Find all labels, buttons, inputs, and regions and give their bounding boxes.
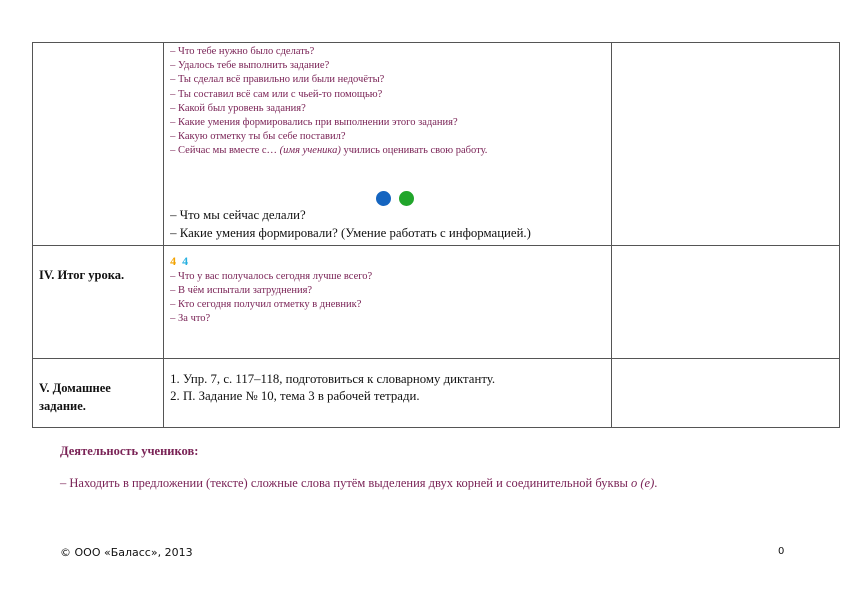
orange-number: 4 [170,253,177,268]
list-item: – Удалось тебе выполнить задание? [170,60,330,72]
activity-heading: Деятельность учеников: [60,444,199,458]
content-cell [164,43,612,246]
list-item: 2. П. Задание № 10, тема 3 в рабочей тетради. [170,388,420,403]
blue-circle-icon [376,191,391,206]
list-item: – Какие умения формировали? (Умение работать с информацией.) [170,225,531,240]
blue-number: 4 [182,253,189,268]
list-item: – Какой был уровень задания? [170,102,306,114]
stage-cell [33,245,164,358]
question-start: – Сейчас мы вместе с… [170,145,278,157]
list-item: – Ты сделал всё правильно или были недочёты? [170,74,385,86]
list-item: – Что мы сейчас делали? [170,207,306,222]
list-item: 1. Упр. 7, с. 117–118, подготовиться к словарному диктанту. [170,371,496,386]
list-item: – Какую отметку ты бы себе поставил? [170,131,346,143]
question-end: учились оценивать свою работу. [343,145,488,157]
list-item: – Какие умения формировались при выполнении этого задания? [170,117,458,129]
table-row [33,358,840,427]
list-item [170,144,611,158]
list-item: – Что у вас получалось сегодня лучше всего? [170,270,373,282]
list-item: – За что? [170,313,211,325]
summary-questions [164,203,611,242]
activity-text [60,476,657,491]
copyright-footer: © ООО «Баласс», 2013 [60,546,193,559]
stage-title-line: V. Домашнее [39,380,111,395]
table-row [33,43,840,246]
table-row [33,245,840,358]
content-cell [164,245,612,358]
list-item: – В чём испытали затруднения? [170,284,313,296]
lesson-table [32,42,840,428]
notes-cell [611,245,839,358]
content-cell [164,358,612,427]
notes-cell [611,43,839,246]
stage-title-line: задание. [39,398,86,413]
page-number: 0 [778,546,785,557]
green-circle-icon [399,191,414,206]
reflection-questions [164,43,611,159]
student-name-placeholder: (имя ученика) [279,145,341,157]
activity-text-end: . [654,476,658,490]
evaluation-dots [164,189,611,203]
activity-text-italic: о (е) [631,476,655,490]
stage-title: IV. Итог урока. [39,267,125,282]
notes-cell [611,358,839,427]
activity-text-start: – Находить в предложении (тексте) сложные слова путём выделения двух корней и соединительной буквы [60,476,628,490]
stage-cell-empty [33,43,164,246]
list-item: – Кто сегодня получил отметку в дневник? [170,298,362,310]
list-item: – Что тебе нужно было сделать? [170,46,315,57]
level-markers [164,246,611,268]
stage-title [33,359,163,415]
homework-list [164,359,611,405]
stage-cell [33,358,164,427]
summary-questions-list [164,268,611,327]
list-item: – Ты составил всё сам или с чьей-то помощью? [170,88,383,100]
